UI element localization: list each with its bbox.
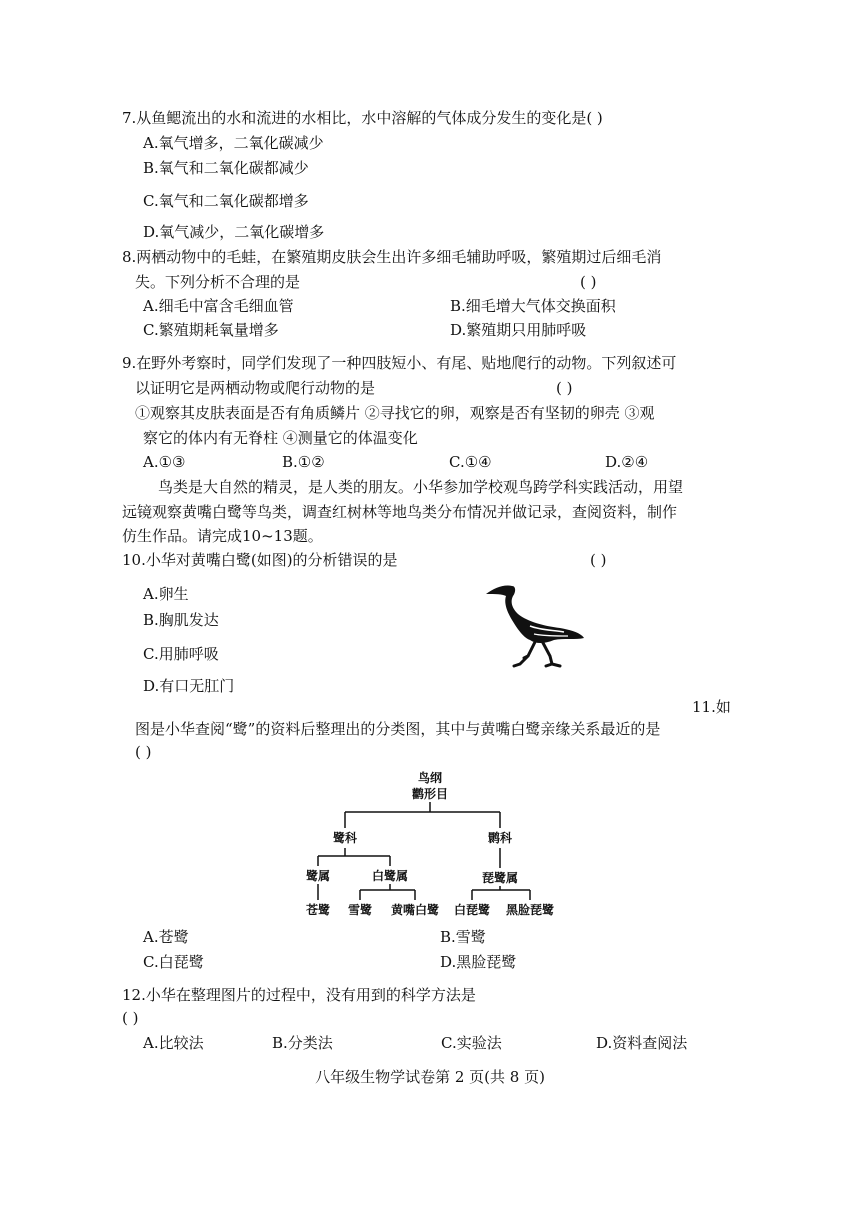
egret-illustration bbox=[480, 578, 590, 670]
q12-option-a: A.比较法 bbox=[143, 1034, 204, 1052]
q10-option-d: D.有口无肛门 bbox=[143, 677, 235, 695]
q11-number: 11.如 bbox=[692, 698, 731, 716]
tree-species1-label: 苍鹭 bbox=[305, 903, 331, 917]
tree-family2-label: 鹮科 bbox=[487, 831, 513, 845]
q12-option-b: B.分类法 bbox=[272, 1034, 333, 1052]
q10-option-c: C.用肺呼吸 bbox=[143, 645, 219, 663]
q7-option-c: C.氧气和二氧化碳都增多 bbox=[143, 192, 309, 210]
intro-line1: 鸟类是大自然的精灵，是人类的朋友。小华参加学校观鸟跨学科实践活动，用望 bbox=[158, 478, 684, 496]
q9-statements-line1: ①观察其皮肤表面是否有角质鳞片 ②寻找它的卵，观察是否有坚韧的卵壳 ③观 bbox=[135, 404, 655, 422]
q12-stem: 12.小华在整理图片的过程中，没有用到的科学方法是 bbox=[122, 986, 476, 1004]
q12-option-c: C.实验法 bbox=[441, 1034, 502, 1052]
q9-option-a: A.①③ bbox=[143, 453, 186, 471]
tree-class-label: 鸟纲 bbox=[417, 771, 443, 785]
q12-answer-paren: ( ) bbox=[122, 1009, 139, 1027]
tree-species2-label: 雪鹭 bbox=[347, 903, 373, 917]
q9-option-b: B.①② bbox=[282, 453, 325, 471]
q11-answer-paren: ( ) bbox=[135, 743, 152, 761]
q11-option-d: D.黑脸琵鹭 bbox=[440, 953, 517, 971]
q8-answer-paren: ( ) bbox=[580, 273, 597, 291]
q10-answer-paren: ( ) bbox=[590, 551, 607, 569]
q10-option-b: B.胸肌发达 bbox=[143, 611, 219, 629]
q9-option-d: D.②④ bbox=[605, 453, 649, 471]
q8-option-d: D.繁殖期只用肺呼吸 bbox=[450, 321, 587, 339]
tree-genus3-label: 琵鹭属 bbox=[481, 871, 519, 885]
q9-statements-line2: 察它的体内有无脊柱 ④测量它的体温变化 bbox=[143, 429, 418, 447]
q8-option-a: A.细毛中富含毛细血管 bbox=[143, 297, 294, 315]
q11-option-a: A.苍鹭 bbox=[143, 928, 189, 946]
q9-stem-line2: 以证明它是两栖动物或爬行动物的是 bbox=[135, 379, 376, 397]
q9-option-c: C.①④ bbox=[449, 453, 492, 471]
tree-species3-label: 黄嘴白鹭 bbox=[390, 903, 440, 917]
q10-option-a: A.卵生 bbox=[143, 585, 189, 603]
tree-family1-label: 鹭科 bbox=[332, 831, 358, 845]
page-footer: 八年级生物学试卷第 2 页(共 8 页) bbox=[315, 1068, 545, 1086]
intro-line2: 远镜观察黄嘴白鹭等鸟类，调查红树林等地鸟类分布情况并做记录，查阅资料，制作 bbox=[122, 503, 678, 521]
tree-species4-label: 白琵鹭 bbox=[453, 903, 491, 917]
q8-stem-line1: 8.两栖动物中的毛蛙，在繁殖期皮肤会生出许多细毛辅助呼吸，繁殖期过后细毛消 bbox=[122, 248, 662, 266]
q8-stem-line2: 失。下列分析不合理的是 bbox=[135, 273, 301, 291]
q11-option-b: B.雪鹭 bbox=[440, 928, 486, 946]
tree-order-label: 鹳形目 bbox=[411, 787, 449, 801]
tree-genus2-label: 白鹭属 bbox=[371, 869, 409, 883]
q12-option-d: D.资料查阅法 bbox=[596, 1034, 688, 1052]
tree-genus1-label: 鹭属 bbox=[305, 869, 331, 883]
classification-tree-diagram bbox=[290, 768, 580, 928]
q9-stem-line1: 9.在野外考察时，同学们发现了一种四肢短小、有尾、贴地爬行的动物。下列叙述可 bbox=[122, 354, 677, 372]
tree-species5-label: 黑脸琵鹭 bbox=[505, 903, 555, 917]
q11-option-c: C.白琵鹭 bbox=[143, 953, 204, 971]
intro-line3: 仿生作品。请完成10~13题。 bbox=[122, 527, 323, 545]
q7-option-b: B.氧气和二氧化碳都减少 bbox=[143, 159, 309, 177]
q9-answer-paren: ( ) bbox=[556, 379, 573, 397]
q7-option-d: D.氧气减少，二氧化碳增多 bbox=[143, 223, 325, 241]
q8-option-b: B.细毛增大气体交换面积 bbox=[450, 297, 616, 315]
q7-option-a: A.氧气增多，二氧化碳减少 bbox=[143, 134, 324, 152]
q8-option-c: C.繁殖期耗氧量增多 bbox=[143, 321, 279, 339]
q10-stem: 10.小华对黄嘴白鹭(如图)的分析错误的是 bbox=[122, 551, 398, 569]
q7-stem: 7.从鱼鳃流出的水和流进的水相比，水中溶解的气体成分发生的变化是( ) bbox=[122, 109, 603, 127]
q11-stem-line1: 图是小华查阅“鹭”的资料后整理出的分类图，其中与黄嘴白鹭亲缘关系最近的是 bbox=[135, 720, 661, 738]
